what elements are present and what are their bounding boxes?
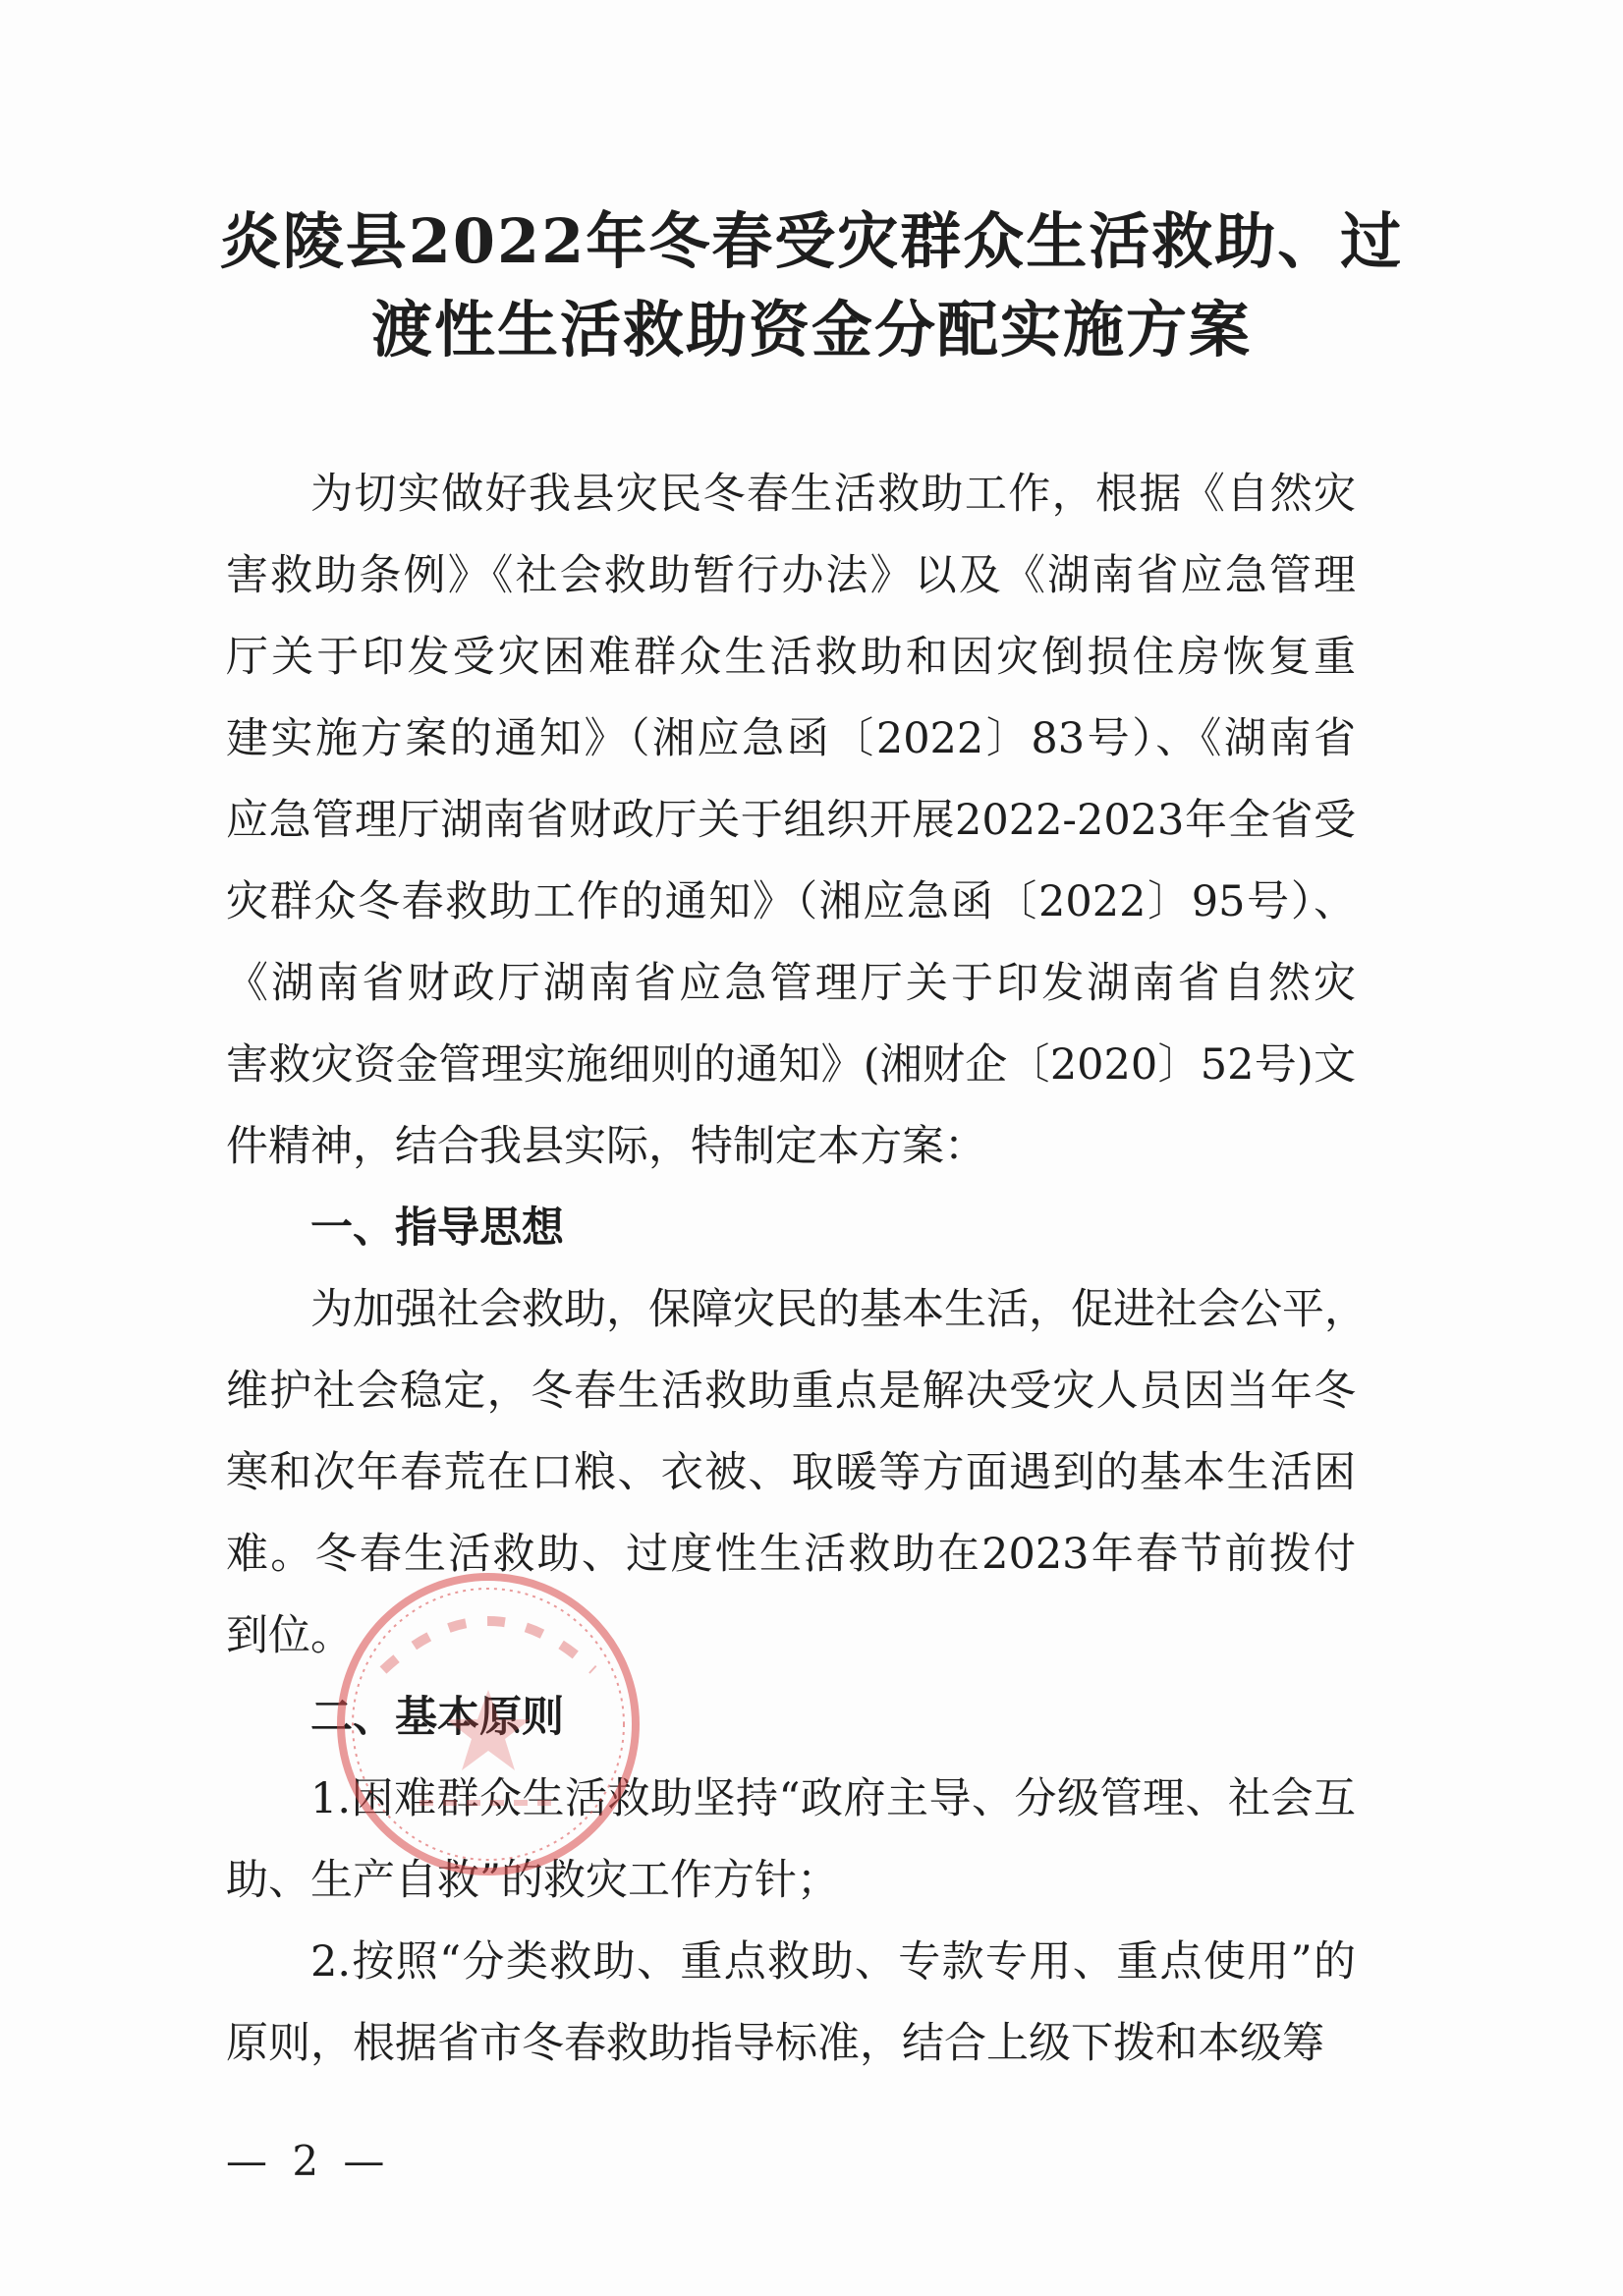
paragraph-line: 1.困难群众生活救助坚持“政府主导、分级管理、社会互: [310, 1774, 1356, 1823]
paragraph-line: 助、生产自救”的救灾工作方针；: [226, 1856, 839, 1905]
paragraph-line: 建实施方案的通知》（湘应急函〔2022〕83号）、《湖南省: [226, 714, 1356, 763]
paragraph-line: 维护社会稳定，冬春生活救助重点是解决受灾人员因当年冬: [226, 1367, 1356, 1416]
paragraph-line: 件精神，结合我县实际，特制定本方案：: [226, 1122, 986, 1171]
paragraph-line: 到位。: [226, 1611, 353, 1660]
paragraph-line: 《湖南省财政厅湖南省应急管理厅关于印发湖南省自然灾: [226, 959, 1356, 1008]
paragraph: [226, 454, 1356, 1188]
page-number: — 2 —: [226, 2137, 391, 2185]
section-heading: 二、基本原则: [310, 1693, 564, 1742]
paragraph: [226, 1269, 1367, 1677]
paragraph: [226, 1922, 1356, 2085]
paragraph-line: 厅关于印发受灾困难群众生活救助和因灾倒损住房恢复重: [226, 633, 1356, 682]
document-title-line-1: 炎陵县2022年冬春受灾群众生活救助、过: [219, 205, 1404, 277]
document-title-line-2: 渡性生活救助资金分配实施方案: [370, 294, 1252, 365]
paragraph-line: 2.按照“分类救助、重点救助、专款专用、重点使用”的: [310, 1937, 1356, 1987]
paragraph-line: 原则，根据省市冬春救助指导标准，结合上级下拨和本级筹: [226, 2019, 1324, 2068]
section-heading: 一、指导思想: [310, 1204, 564, 1253]
paragraph-line: 为加强社会救助，保障灾民的基本生活，促进社会公平，: [310, 1285, 1367, 1334]
document-body: [226, 454, 1367, 2085]
paragraph: [226, 1759, 1356, 1922]
paragraph-line: 害救助条例》《社会救助暂行办法》以及《湖南省应急管理: [226, 551, 1356, 600]
paragraph-line: 寒和次年春荒在口粮、衣被、取暖等方面遇到的基本生活困: [226, 1448, 1356, 1497]
paragraph-line: 难。冬春生活救助、过度性生活救助在2023年春节前拨付: [226, 1530, 1356, 1579]
paragraph-line: 应急管理厅湖南省财政厅关于组织开展2022-2023年全省受: [226, 796, 1356, 845]
paragraph-line: 为切实做好我县灾民冬春生活救助工作，根据《自然灾: [310, 470, 1356, 519]
paragraph-line: 害救灾资金管理实施细则的通知》(湘财企〔2020〕52号)文: [226, 1040, 1356, 1090]
paragraph-line: 灾群众冬春救助工作的通知》（湘应急函〔2022〕95号）、: [226, 877, 1356, 926]
